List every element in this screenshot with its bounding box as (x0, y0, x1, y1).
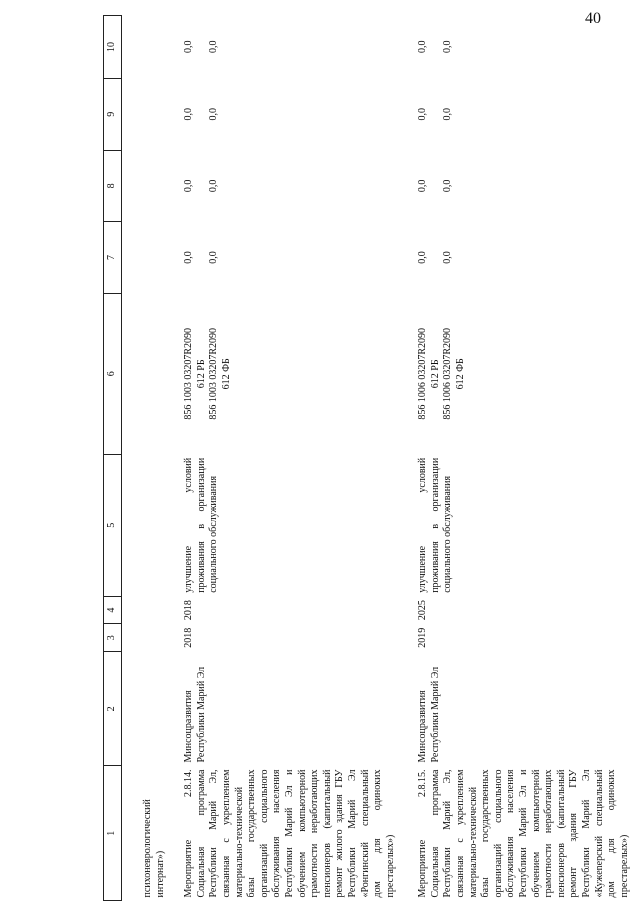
value-col-8 (415, 150, 633, 222)
value: 0,0 (417, 179, 429, 193)
value: 0,0 (207, 108, 219, 121)
budget-source: 612 РБ (429, 359, 441, 389)
col-header-9: 9 (104, 78, 122, 150)
value: 0,0 (417, 251, 429, 264)
value: 0,0 (183, 251, 195, 264)
col-header-4: 4 (104, 596, 122, 624)
end-year: 2025 (417, 600, 429, 621)
program-table (103, 15, 633, 901)
budget-codes (181, 293, 399, 454)
start-year: 2019 (417, 627, 429, 648)
budget-code: 856 1006 03207R2090 (442, 327, 454, 420)
table-row (181, 16, 399, 901)
col-header-10: 10 (104, 16, 122, 79)
value-col-9 (181, 78, 399, 150)
value: 0,0 (183, 40, 195, 53)
value: 0,0 (207, 179, 219, 193)
col-header-6: 6 (104, 293, 122, 454)
carryover-row (122, 16, 182, 901)
value-col-7 (181, 222, 399, 294)
expected-result: улучшение условий проживания в организации социального обслуживания (417, 457, 454, 593)
value: 0,0 (183, 108, 195, 121)
value: 0,0 (417, 40, 429, 53)
value: 0,0 (441, 251, 453, 264)
value: 0,0 (417, 108, 429, 121)
budget-code: 856 1006 03207R2090 (417, 327, 429, 420)
expected-result: улучшение условий проживания в организации социального обслуживания (183, 457, 220, 593)
measure-description: Мероприятие 2.8.14. Социальная программа Республики Марий Эл, связанная с укреплением материально-технической базы государственных организаций социального обслуживания населения Республики Марий Эл и обучением компьютерной грамотности неработающих пенсионеров (капитальный ремонт жилого здания ГБУ Республики Марий Эл «Ронгинский специальный дом для одиноких престарелых») (183, 769, 396, 898)
measure-description: Мероприятие 2.8.15. Социальная программа Республики Марий Эл, связанная с укреплением материально-технической базы государственных организаций социального обслуживания населения Республики Марий Эл и обучением компьютерной грамотности неработающих пенсионеров (капитальный ремонт здания ГБУ Республики Марий Эл «Кужenерский специальный дом для одиноких престарелых») (417, 769, 630, 898)
budget-source: 612 ФБ (455, 358, 467, 390)
col-header-7: 7 (104, 222, 122, 294)
value-col-10 (181, 16, 399, 79)
budget-source: 612 РБ (195, 359, 207, 389)
end-year: 2018 (183, 600, 195, 621)
value: 0,0 (441, 40, 453, 53)
value: 0,0 (441, 108, 453, 121)
column-number-row (104, 16, 122, 901)
table-row (415, 16, 633, 901)
carryover-cell: психоневрологический интернат») (142, 799, 166, 898)
value-col-7 (415, 222, 633, 294)
col-header-1: 1 (104, 766, 122, 901)
value: 0,0 (207, 251, 219, 264)
col-header-5: 5 (104, 454, 122, 596)
value-col-8 (181, 150, 399, 222)
budget-code: 856 1003 03207R2090 (183, 327, 195, 420)
budget-table-sheet (103, 15, 629, 901)
col-header-3: 3 (104, 624, 122, 652)
value: 0,0 (183, 179, 195, 193)
value: 0,0 (441, 179, 453, 193)
col-header-8: 8 (104, 150, 122, 222)
start-year: 2018 (183, 627, 195, 648)
budget-code: 856 1003 03207R2090 (208, 327, 220, 420)
value: 0,0 (207, 40, 219, 53)
responsible-executor: Минсоцразвития Республики Марий Эл (183, 666, 207, 763)
value-col-10 (415, 16, 633, 79)
responsible-executor: Минсоцразвития Республики Марий Эл (417, 666, 441, 763)
value-col-9 (415, 78, 633, 150)
budget-source: 612 ФБ (220, 358, 232, 390)
col-header-2: 2 (104, 652, 122, 766)
budget-codes (415, 293, 633, 454)
page-number: 40 (585, 10, 601, 27)
